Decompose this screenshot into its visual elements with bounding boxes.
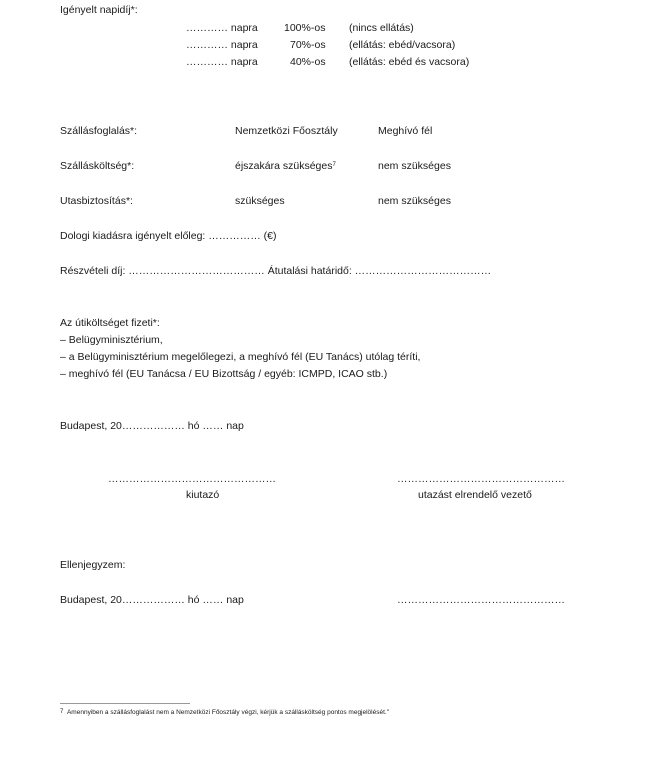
per-diem-days: ………… napra xyxy=(186,56,258,68)
traveller-signature-line: ………………………………………… xyxy=(108,473,276,485)
travel-cost-option: – a Belügyminisztérium megelőlegezi, a meghívó fél (EU Tanács) utólag téríti, xyxy=(60,351,421,363)
per-diem-percent: 70%-os xyxy=(290,39,326,51)
per-diem-note: (ellátás: ebéd és vacsora) xyxy=(349,56,470,68)
accommodation-booking-option-host: Meghívó fél xyxy=(378,125,433,137)
travel-cost-option: – Belügyminisztérium, xyxy=(60,334,163,346)
travel-cost-label: Az útiköltséget fizeti*: xyxy=(60,317,160,329)
footnote xyxy=(60,708,389,718)
footnote-ref: 7 xyxy=(332,162,336,168)
accommodation-cost-option-required xyxy=(235,160,336,173)
per-diem-percent: 40%-os xyxy=(290,56,326,68)
travel-insurance-option-required: szükséges xyxy=(235,195,285,207)
per-diem-note: (ellátás: ebéd/vacsora) xyxy=(349,39,456,51)
footnote-number: 7 xyxy=(60,709,64,715)
per-diem-days: ………… napra xyxy=(186,39,258,51)
accommodation-booking-option-ministry: Nemzetközi Főosztály xyxy=(235,125,338,137)
date-line: Budapest, 20……………… hó …… nap xyxy=(60,420,244,432)
travel-insurance-label: Utasbiztosítás*: xyxy=(60,195,133,207)
accommodation-cost-label: Szállásköltség*: xyxy=(60,160,135,172)
travel-insurance-option-not-required: nem szükséges xyxy=(378,195,451,207)
accommodation-cost-option-not-required: nem szükséges xyxy=(378,160,451,172)
per-diem-percent: 100%-os xyxy=(284,22,326,34)
accommodation-cost-option-text: éjszakára szükséges xyxy=(235,160,333,172)
manager-signature-label: utazást elrendelő vezető xyxy=(418,489,532,501)
advance-line: Dologi kiadásra igényelt előleg: …………… (€) xyxy=(60,230,277,242)
participation-fee-line: Részvételi díj: ………………………………… Átutalási határidő: ………………………………… xyxy=(60,265,492,277)
travel-cost-option: – meghívó fél (EU Tanácsa / EU Bizottság / egyéb: ICMPD, ICAO stb.) xyxy=(60,368,388,380)
accommodation-booking-label: Szállásfoglalás*: xyxy=(60,125,138,137)
countersign-signature-line: ………………………………………… xyxy=(397,594,565,606)
footnote-separator xyxy=(60,703,190,704)
per-diem-label: Igényelt napidíj*: xyxy=(60,4,138,16)
footnote-text: Amennyiben a szállásfoglalást nem a Nemzetközi Főosztály végzi, kérjük a szállásköltség pontos megjelölését." xyxy=(66,709,390,716)
per-diem-days: ………… napra xyxy=(186,22,258,34)
countersign-date-line: Budapest, 20……………… hó …… nap xyxy=(60,594,244,606)
traveller-signature-label: kiutazó xyxy=(186,489,220,501)
per-diem-note: (nincs ellátás) xyxy=(349,22,414,34)
countersign-label: Ellenjegyzem: xyxy=(60,559,126,571)
manager-signature-line: ………………………………………… xyxy=(397,473,565,485)
